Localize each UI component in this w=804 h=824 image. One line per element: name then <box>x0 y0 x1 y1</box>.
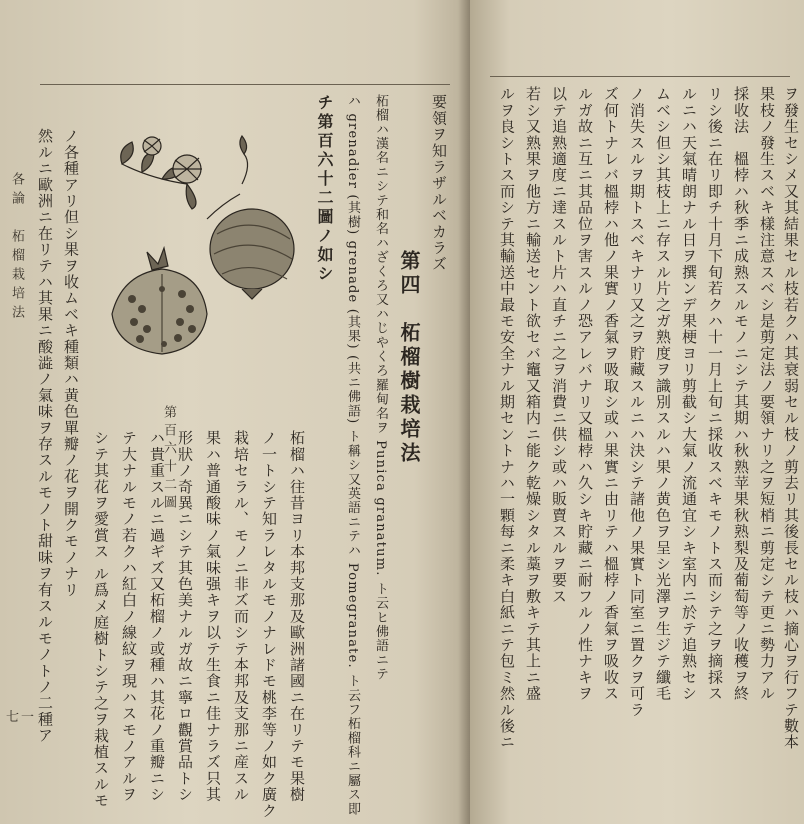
text-column: ルヲ良シトス而シテ其輸送中最モ安全ナル期セントナハ一顆每ニ柔キ白紙ニテ包ミ然ル後ニ <box>498 86 516 751</box>
running-head: 各論 柘榴栽培法 <box>9 172 24 324</box>
text-column: 形狀ノ奇異ニシテ其色美ナルガ故ニ寧ロ觀賞品トシ <box>176 430 194 803</box>
text-column: 柘榴ハ往昔ヨリ本邦支那及歐洲諸國ニ在リテモ果樹 <box>288 430 306 803</box>
text-column: 要領ヲ知ラザルベカラズ <box>430 94 448 273</box>
header-rule <box>40 84 450 85</box>
text-column: テ大ナルモノ若クハ紅白ノ線紋ヲ現ハスモノアルヲ <box>120 430 138 803</box>
text-column: 果枝ノ發生スベキ樣注意スベシ是剪定法ノ要領ナリ之ヲ短梢ニ剪定シテ更ニ勢力アル <box>758 86 776 702</box>
section-heading: 第四 柘榴樹栽培法 <box>397 250 421 466</box>
text-column: ヲ發生セシメ又其結果セル枝若クハ其衰弱セル枝ノ剪去リ其後長セル枝ハ摘心ヲ行フテ數本 <box>782 86 800 751</box>
text-column: 果ハ普通酸味ノ氣味强キヲ以テ生食ニ佳ナラズ只其 <box>204 430 222 803</box>
text-column: ルガ故ニ互ニ其品位ヲ害スルノ恐アレバナリ又榲桲ハ久シキ貯藏ニ耐フルノ性ナキヲ <box>576 86 594 702</box>
page-number: 七一 <box>6 710 37 725</box>
text-column: ズ何トナレバ榲桲ハ他ノ果實ノ香氣ヲ吸取シ或ハ果實ニ由リテハ榲桲ノ香氣ヲ吸收ス <box>602 86 620 702</box>
text-column: ハ貴重スルニ過ギズ又柘榴ノ或種ハ其花ノ重瓣ニシ <box>148 430 166 803</box>
text-column: 栽培セラル、モノニ非ズ而シテ本邦及支那ニ産スル <box>232 430 250 803</box>
right-page <box>470 0 804 824</box>
text-column: 柘榴ハ漢名ニシテ和名ハざくろ又ハじやくろ羅甸名ヲ Punica granatum. ト云ヒ佛語ニテ <box>373 94 388 682</box>
text-column: シテ其花ヲ愛賞ス ル爲メ庭樹トシテ之ヲ栽植スルモ <box>92 430 110 809</box>
pomegranate-icon <box>92 124 304 364</box>
text-column: 以テ追熟適度ニ達スルト片ハ直チニ之ヲ消費ニ供シ或ハ販賣スルヲ要ス <box>550 86 568 605</box>
figure-caption: 第百六十二圖 <box>161 405 176 513</box>
text-column: 若シ又熟果ヲ他方ニ輸送セント欲セバ竈又箱内ニ能ク乾燥シタル藁ヲ敷キテ其上ニ盛 <box>524 86 542 702</box>
text-column: ルニハ天氣晴朗ナル日ヲ撰ンデ果梗ヨリ剪截シ大氣ノ流通宜シキ室内ニ於テ追熟セシ <box>680 86 698 702</box>
text-column: ハ grenadier (其樹) grenade (其果) (共ニ佛語) ト稱シ又英語ニテハ Pomegranate. ト云フ柘榴科ニ屬ス即 <box>345 94 360 817</box>
text-column: 採收法 榲桲ハ秋季ニ成熟スルモノニシテ其期ハ秋熟苹果秋熟梨及葡萄等ノ收穫ヲ終 <box>732 86 750 702</box>
text-column: リシ後ニ在リ即チ十月下旬若クハ十一月上旬ニ採收スベキモノトス而シテ之ヲ摘採ス <box>706 86 724 702</box>
text-column: ノ消失スルヲ期トスベキナリ又之ヲ貯藏スルニハ決シテ諸他ノ果實ト同室ニ置クヲ可ラ <box>628 86 646 718</box>
pomegranate-illustration <box>92 124 304 364</box>
text-column: 然ルニ歐洲ニ在リテハ其果ニ酸澁ノ氣味ヲ存スルモノト甜味ヲ有スルモノトノ二種ア <box>36 128 54 744</box>
text-column: ムベシ但シ其枝上ニ存スル片之ガ熟度ヲ識別スルハ果ノ黄色ヲ呈シ光澤ヲ生ジテ纖毛 <box>654 86 672 702</box>
text-column: ノ一トシテ知ラレタルモノナレドモ桃李等ノ如ク廣ク <box>260 430 278 819</box>
figure-reference: チ第百六十二圖ノ如シ <box>315 94 334 284</box>
text-column: ノ各種アリ但シ果ヲ收ムベキ種類ハ黄色單瓣ノ花ヲ開クモノナリ <box>62 128 80 598</box>
header-rule <box>490 76 790 77</box>
